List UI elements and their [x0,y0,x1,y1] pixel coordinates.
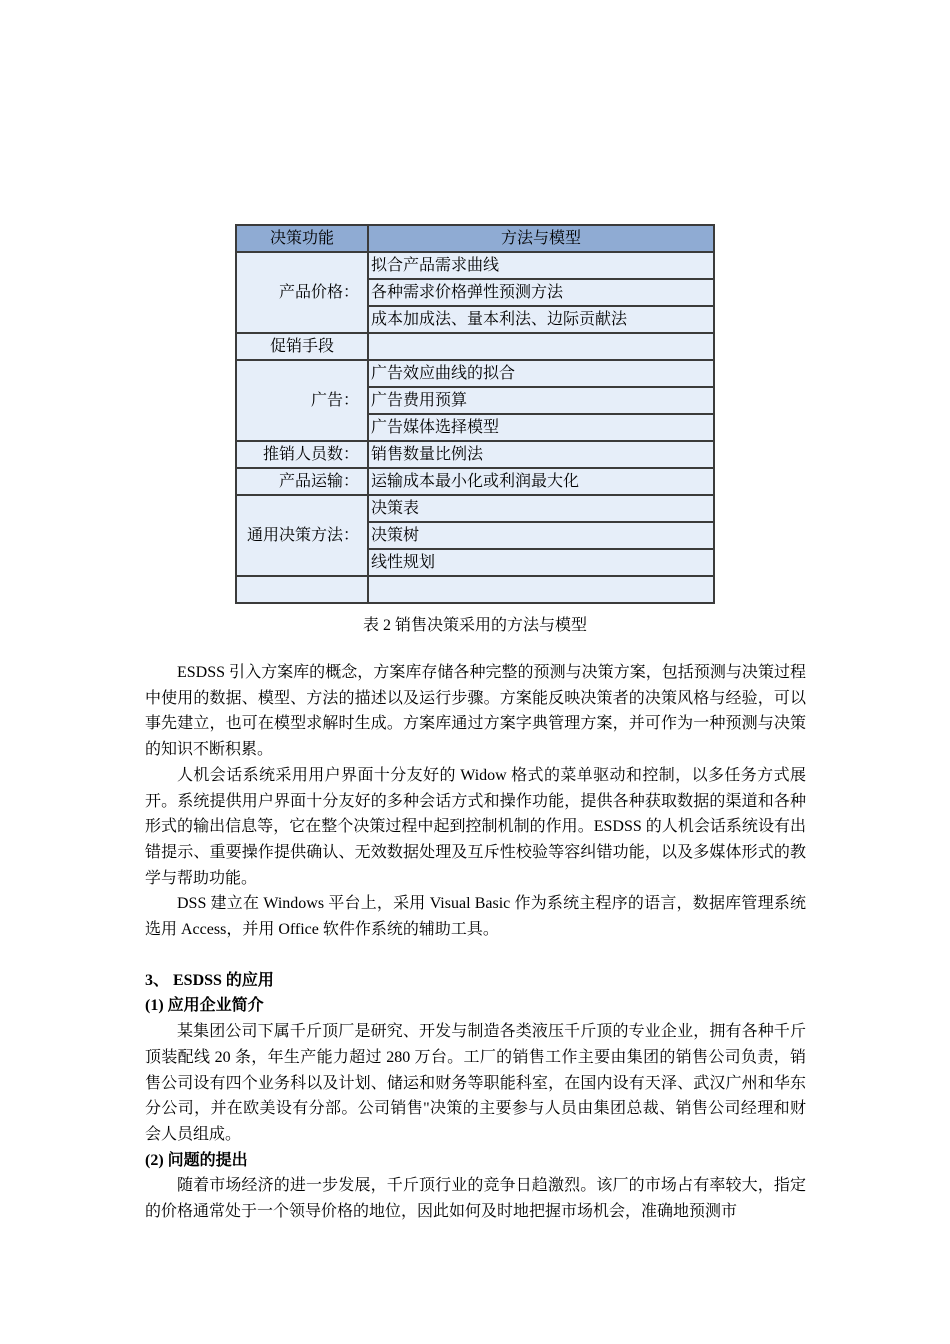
body-paragraph: DSS 建立在 Windows 平台上，采用 Visual Basic 作为系统主程序的语言，数据库管理系统选用 Access，并用 Office 软件作系统的辅助工具。 [145,895,806,939]
body-paragraph: 人机会话系统采用用户界面十分友好的 Widow 格式的菜单驱动和控制，以多任务方式展开。系统提供用户界面十分友好的多种会话方式和操作功能，提供各种获取数据的渠道和各种形式的输出信息等，它在整个决策过程中起到控制机制的作用。ESDSS 的人机会话系统设有出错提示、重要操作提供确认、无效数据处理及互斥性校验等容纠错功能，以及多媒体形式的教学与帮助功能。 [145,766,806,887]
table-function-label: 推销人员数： [237,442,367,467]
table-method-cell [369,334,713,359]
table-function-label: 通用决策方法： [237,496,367,575]
paragraph-gap [145,943,806,968]
table-method-cell: 线性规划 [369,550,713,575]
table-method-cell: 拟合产品需求曲线 [369,253,713,278]
table-function-label: 产品运输： [237,469,367,494]
table-method-cell: 销售数量比例法 [369,442,713,467]
body-paragraph: ESDSS 引入方案库的概念，方案库存储各种完整的预测与决策方案，包括预测与决策过程中使用的数据、模型、方法的描述以及运行步骤。方案能反映决策者的决策风格与经验，可以事先建立，也可在模型求解时生成。方案库通过方案字典管理方案，并可作为一种预测与决策的知识不断积累。 [145,664,806,759]
body-paragraph: 随着市场经济的进一步发展，千斤顶行业的竞争日趋激烈。该厂的市场占有率较大，指定的价格通常处于一个领导价格的地位，因此如何及时地把握市场机会，准确地预测市 [145,1177,806,1221]
section-heading: 3、 ESDSS 的应用 [145,971,274,989]
table-method-cell: 运输成本最小化或利润最大化 [369,469,713,494]
section-heading: (1) 应用企业简介 [145,997,264,1015]
body-paragraph: 某集团公司下属千斤顶厂是研究、开发与制造各类液压千斤顶的专业企业，拥有各种千斤顶装配线 20 条，年生产能力超过 280 万台。工厂的销售工作主要由集团的销售公司负责，销售公司设有四个业务科以及计划、储运和财务等职能科室，在国内设有天泽、武汉广州和华东分公司，并在欧美设有分部。公司销售"决策的主要参与人员由集团总裁、销售公司经理和财会人员组成。 [145,1023,806,1143]
body-text [145,660,806,1225]
methods-table [235,224,715,604]
table-method-cell: 广告媒体选择模型 [369,415,713,440]
table-method-cell: 广告效应曲线的拟合 [369,361,713,386]
table-caption: 表 2 销售决策采用的方法与模型 [362,617,587,634]
table-method-cell: 成本加成法、量本利法、边际贡献法 [369,307,713,332]
table-header-function: 决策功能 [237,226,367,251]
section-heading: (2) 问题的提出 [145,1151,248,1169]
table-method-cell: 广告费用预算 [369,388,713,413]
table-function-label [237,577,367,602]
table-method-cell [369,577,713,602]
table-function-label: 促销手段 [237,334,367,359]
table-method-cell: 决策树 [369,523,713,548]
table-function-label: 产品价格： [237,253,367,332]
table-header-methods: 方法与模型 [369,226,713,251]
table-method-cell: 各种需求价格弹性预测方法 [369,280,713,305]
table-method-cell: 决策表 [369,496,713,521]
table-function-label: 广告： [237,361,367,440]
